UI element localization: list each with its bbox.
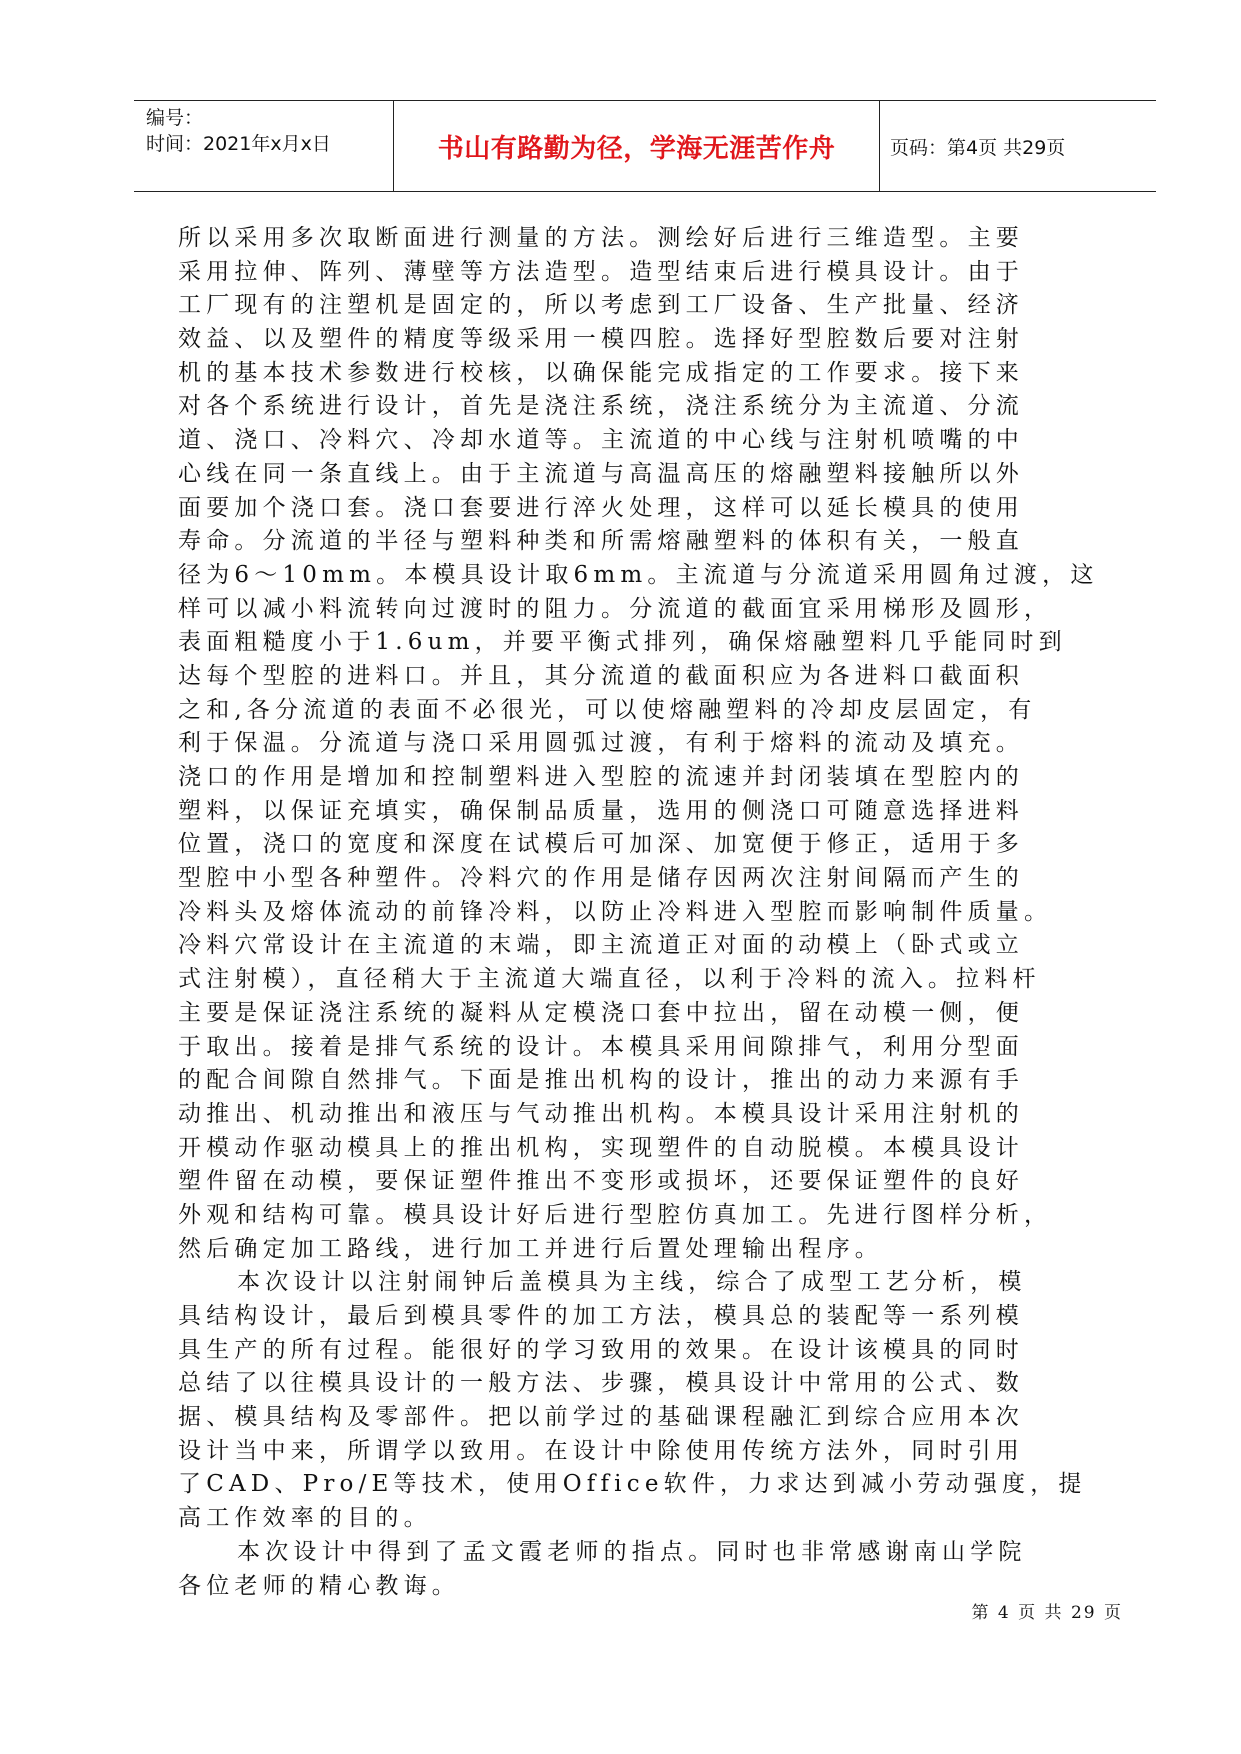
text-line: 径为6～10mm。本模具设计取6mm。主流道与分流道采用圆角过渡，这	[178, 561, 1099, 588]
text-line: 面要加个浇口套。浇口套要进行淬火处理，这样可以延长模具的使用	[178, 494, 1024, 521]
text-line: 塑件留在动模，要保证塑件推出不变形或损坏，还要保证塑件的良好	[178, 1168, 1024, 1195]
text-line: 效益、以及塑件的精度等级采用一模四腔。选择好型腔数后要对注射	[178, 326, 1024, 353]
paragraph-start-line: 本次设计中得到了孟文霞老师的指点。同时也非常感谢南山学院	[237, 1538, 1027, 1565]
text-line: 总结了以往模具设计的一般方法、步骤，模具设计中常用的公式、数	[178, 1370, 1024, 1397]
text-line: 于取出。接着是排气系统的设计。本模具采用间隙排气，利用分型面	[178, 1033, 1024, 1060]
text-line: 具生产的所有过程。能很好的学习致用的效果。在设计该模具的同时	[178, 1336, 1024, 1363]
header-motto-cell	[394, 101, 880, 191]
text-line: 表面粗糙度小于1.6um，并要平衡式排列，确保熔融塑料几乎能同时到	[178, 629, 1067, 656]
text-line: 动推出、机动推出和液压与气动推出机构。本模具设计采用注射机的	[178, 1100, 1024, 1127]
text-line: 设计当中来，所谓学以致用。在设计中除使用传统方法外，同时引用	[178, 1437, 1024, 1464]
text-line: 达每个型腔的进料口。并且，其分流道的截面积应为各进料口截面积	[178, 662, 1024, 689]
text-line: 具结构设计，最后到模具零件的加工方法，模具总的装配等一系列模	[178, 1303, 1024, 1329]
document-time-label: 时间：2021年x月x日	[146, 133, 331, 155]
text-line: 主要是保证浇注系统的凝料从定模浇口套中拉出，留在动模一侧，便	[178, 999, 1024, 1026]
text-line: 利于保温。分流道与浇口采用圆弧过渡，有利于熔料的流动及填充。	[178, 730, 1024, 757]
text-line: 之和,各分流道的表面不必很光，可以使熔融塑料的冷却皮层固定，有	[178, 696, 1037, 723]
header-page-cell	[880, 101, 1156, 191]
page-footer: 第 4 页 共 29 页	[971, 1603, 1123, 1623]
text-line: 样可以减小料流转向过渡时的阻力。分流道的截面宜采用梯形及圆形，	[178, 595, 1053, 622]
header-motto: 书山有路勤为径，学海无涯苦作舟	[437, 133, 836, 164]
text-line: 型腔中小型各种塑件。冷料穴的作用是储存因两次注射间隔而产生的	[178, 865, 1024, 892]
text-line: 冷料头及熔体流动的前锋冷料，以防止冷料进入型腔而影响制件质量。	[178, 898, 1053, 925]
paragraph-start-line: 本次设计以注射闹钟后盖模具为主线，综合了成型工艺分析，模	[237, 1269, 1027, 1296]
text-line: 浇口的作用是增加和控制塑料进入型腔的流速并封闭装填在型腔内的	[178, 764, 1024, 790]
text-line: 高工作效率的目的。	[178, 1505, 432, 1532]
text-line: 据、模具结构及零部件。把以前学过的基础课程融汇到综合应用本次	[178, 1404, 1024, 1431]
header-page-code: 页码：第4页 共29页	[890, 136, 1066, 159]
header-info-cell	[134, 101, 394, 191]
text-line: 式注射模），直径稍大于主流道大端直径，以利于冷料的流入。拉料杆	[178, 966, 1041, 993]
text-line: 塑料，以保证充填实，确保制品质量，选用的侧浇口可随意选择进料	[178, 797, 1024, 824]
text-line: 寿命。分流道的半径与塑料种类和所需熔融塑料的体积有关，一般直	[178, 528, 1024, 555]
body-text	[178, 222, 1138, 1603]
text-line: 冷料穴常设计在主流道的末端，即主流道正对面的动模上（卧式或立	[178, 932, 1024, 959]
page-header	[134, 100, 1156, 192]
text-line: 机的基本技术参数进行校核，以确保能完成指定的工作要求。接下来	[178, 359, 1024, 386]
text-line: 的配合间隙自然排气。下面是推出机构的设计，推出的动力来源有手	[178, 1067, 1024, 1094]
text-line: 各位老师的精心教诲。	[178, 1572, 460, 1599]
text-line: 开模动作驱动模具上的推出机构，实现塑件的自动脱模。本模具设计	[178, 1134, 1024, 1161]
text-line: 然后确定加工路线，进行加工并进行后置处理输出程序。	[178, 1235, 883, 1262]
document-number-label: 编号：	[146, 107, 204, 129]
text-line: 外观和结构可靠。模具设计好后进行型腔仿真加工。先进行图样分析，	[178, 1201, 1053, 1228]
text-line: 采用拉伸、阵列、薄壁等方法造型。造型结束后进行模具设计。由于	[178, 258, 1024, 285]
text-line: 了CAD、Pro/E等技术，使用Office软件，力求达到减小劳动强度，提	[178, 1471, 1087, 1498]
text-line: 工厂现有的注塑机是固定的，所以考虑到工厂设备、生产批量、经济	[178, 292, 1024, 319]
text-line: 心线在同一条直线上。由于主流道与高温高压的熔融塑料接触所以外	[178, 460, 1024, 487]
text-line: 位置，浇口的宽度和深度在试模后可加深、加宽便于修正，适用于多	[178, 831, 1024, 858]
text-line: 对各个系统进行设计，首先是浇注系统，浇注系统分为主流道、分流	[178, 393, 1024, 420]
text-line: 所以采用多次取断面进行测量的方法。测绘好后进行三维造型。主要	[178, 225, 1024, 251]
text-line: 道、浇口、冷料穴、冷却水道等。主流道的中心线与注射机喷嘴的中	[178, 427, 1024, 454]
